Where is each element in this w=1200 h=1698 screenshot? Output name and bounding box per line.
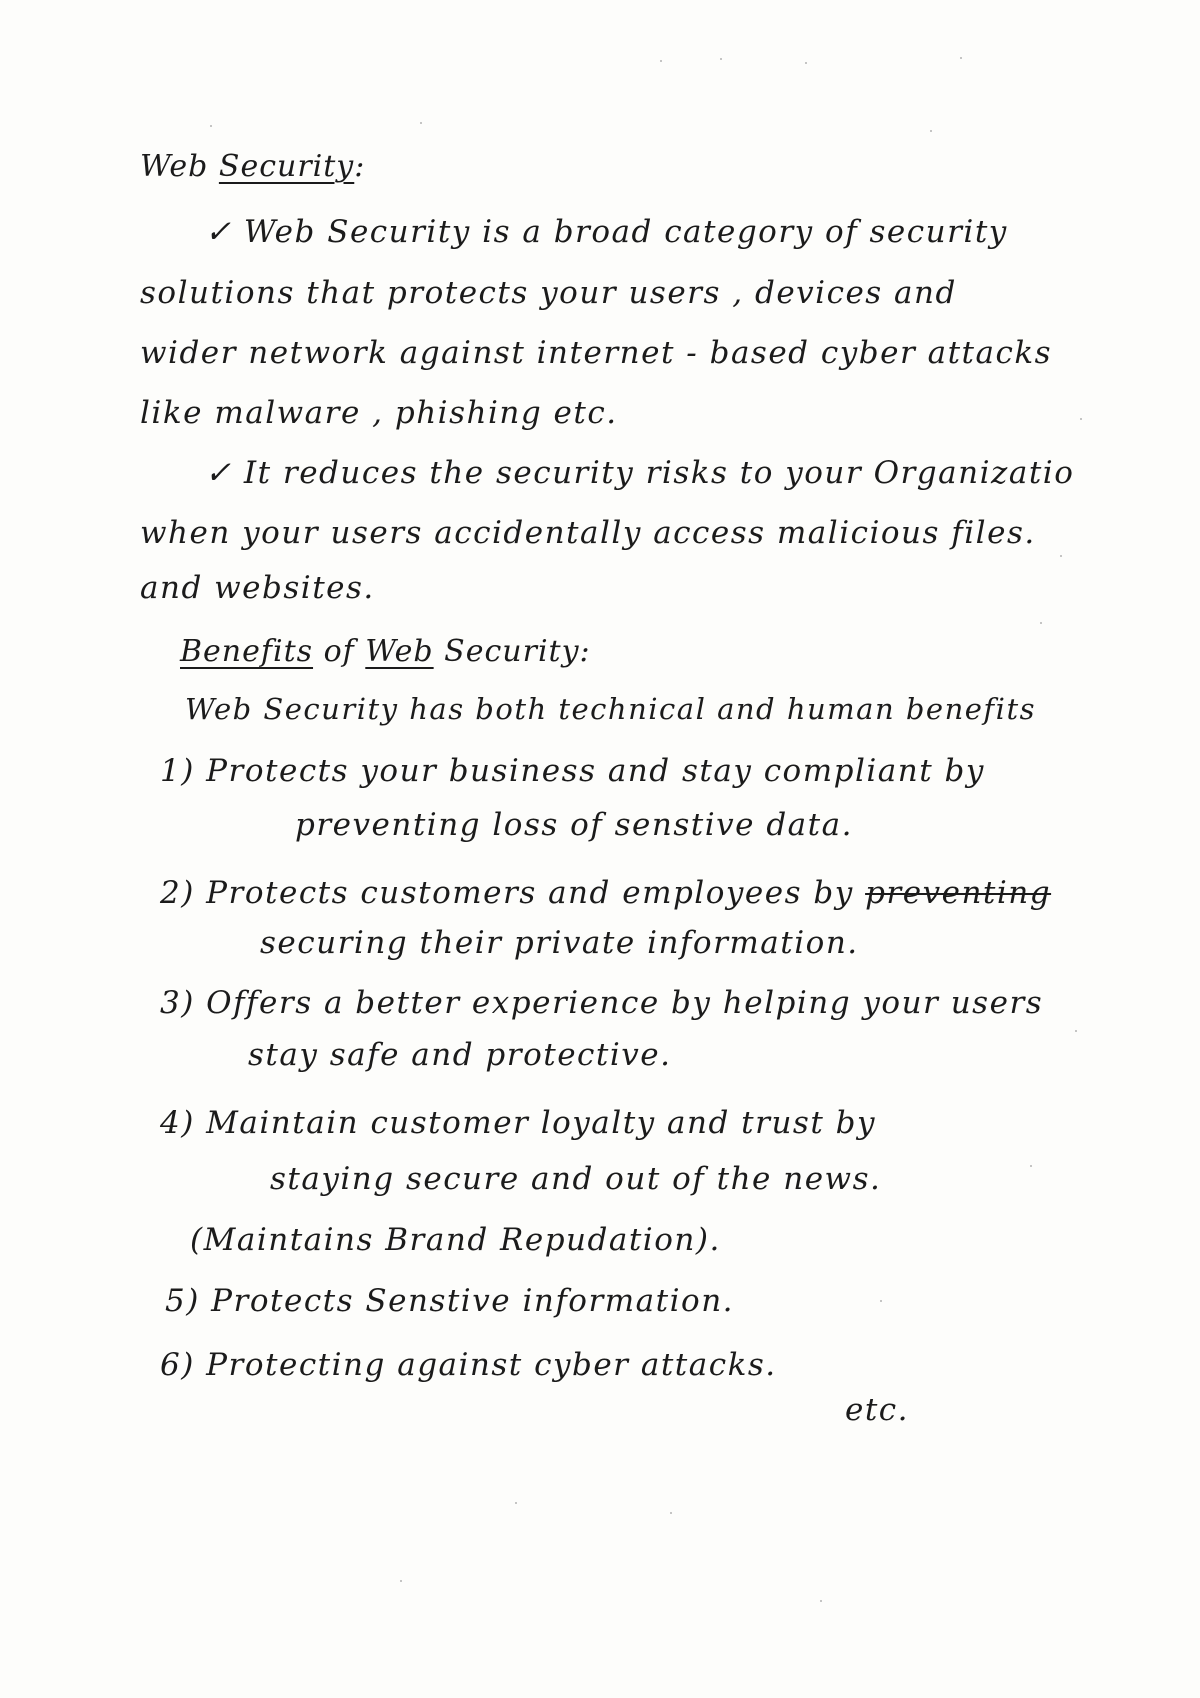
scan-speck (805, 62, 807, 64)
title-prefix: Web (140, 149, 219, 184)
benefits-heading-word3: Web (365, 634, 434, 669)
scan-speck (400, 1580, 402, 1582)
paragraph1-line1: ✓ Web Security is a broad category of security (205, 214, 1008, 250)
paragraph1-line2: solutions that protects your users , devices and (140, 275, 957, 311)
benefits-intro: Web Security has both technical and human benefits (185, 692, 1036, 726)
etc-note: etc. (845, 1392, 910, 1428)
scan-speck (1060, 555, 1062, 557)
paragraph2-line1: ✓ It reduces the security risks to your Organizatio (205, 455, 1075, 491)
scan-speck (1030, 1165, 1032, 1167)
scan-speck (515, 1502, 517, 1504)
benefit-item-4-line3: (Maintains Brand Repudation). (190, 1222, 721, 1258)
benefits-heading-word1: Benefits (180, 634, 314, 669)
title-underlined-word: Security (218, 149, 355, 184)
scan-speck (930, 130, 932, 132)
scan-speck (660, 60, 662, 62)
benefit-item-4-line2: staying secure and out of the news. (270, 1161, 882, 1197)
paragraph2-line2: when your users accidentally access malicious files. (140, 515, 1036, 551)
scan-speck (1040, 622, 1042, 624)
scan-speck (720, 58, 722, 60)
scan-speck (420, 122, 422, 124)
scan-speck (820, 1600, 822, 1602)
benefit-item-2-struck-word: preventing (865, 875, 1052, 911)
benefit-item-4-line1: 4) Maintain customer loyalty and trust by (160, 1105, 876, 1141)
scan-speck (1080, 418, 1082, 420)
scan-speck (960, 57, 962, 59)
scan-speck (1075, 1030, 1077, 1032)
title-suffix: : (354, 149, 366, 184)
paragraph1-line3: wider network against internet - based cyber attacks (140, 335, 1053, 371)
benefit-item-2-text: 2) Protects customers and employees by (160, 875, 866, 911)
benefit-item-2-line1 (160, 875, 1052, 911)
benefit-item-2-line2: securing their private information. (260, 925, 859, 961)
benefit-item-1-line1: 1) Protects your business and stay compliant by (160, 753, 985, 789)
benefit-item-6: 6) Protecting against cyber attacks. (160, 1347, 777, 1383)
scan-speck (880, 1300, 882, 1302)
scan-speck (210, 125, 212, 127)
benefit-item-3-line2: stay safe and protective. (248, 1037, 672, 1073)
page-title (140, 149, 366, 184)
benefits-heading (180, 634, 591, 669)
scan-speck (670, 1512, 672, 1514)
benefit-item-3-line1: 3) Offers a better experience by helping your users (160, 985, 1044, 1021)
benefits-heading-word4: Security: (433, 634, 591, 669)
benefit-item-1-line2: preventing loss of senstive data. (295, 807, 853, 843)
paragraph2-line3: and websites. (140, 570, 375, 606)
paragraph1-line4: like malware , phishing etc. (140, 395, 618, 431)
benefits-heading-word2: of (313, 634, 366, 669)
benefit-item-5: 5) Protects Senstive information. (165, 1283, 735, 1319)
